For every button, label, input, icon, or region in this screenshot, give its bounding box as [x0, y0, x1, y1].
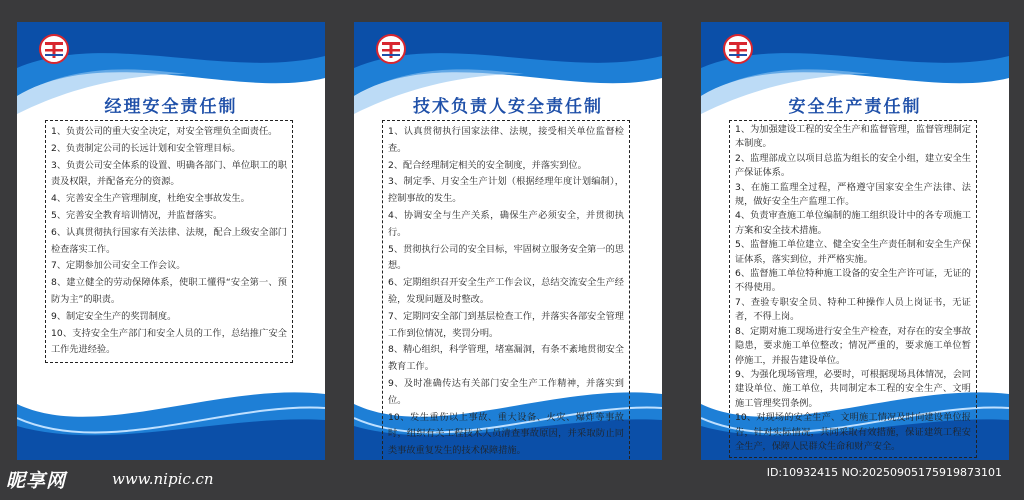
- panel-technical-lead: [354, 22, 662, 460]
- list-item: 9、及时准确传达有关部门安全生产工作精神，并落实到位。: [388, 377, 624, 406]
- list-item: 10、对现场的安全生产、文明施工情况及时向建设单位报告，针对实际情况，共同采取有效措施，保证建筑工程安全生产，保障人民群众生命和财产安全。: [735, 412, 971, 452]
- list-item: 1、认真贯彻执行国家法律、法规，接受相关单位监督检查。: [388, 126, 624, 154]
- duty-list: [45, 120, 293, 363]
- list-item: 1、为加强建设工程的安全生产和监督管理，监督管理制定本制度。: [735, 124, 971, 150]
- panel-title: 经理安全责任制: [104, 97, 238, 117]
- list-item: 5、完善安全教育培训情况，并监督落实。: [51, 209, 223, 221]
- duty-list: [729, 120, 977, 458]
- list-item: 3、负责公司安全体系的设置、明确各部门、单位职工的职责及权限，并配备充分的资源。: [51, 159, 287, 188]
- list-item: 7、查验专职安全员、特种工种操作人员上岗证书，无证者，不得上岗。: [735, 296, 971, 323]
- panel-manager: [17, 22, 325, 460]
- list-item: 7、定期参加公司安全工作会议。: [51, 260, 186, 272]
- watermark-url: www.nipic.cn: [112, 470, 214, 488]
- list-item: 8、精心组织，科学管理，堵塞漏洞，有条不紊地贯彻安全教育工作。: [388, 344, 624, 373]
- list-item: 8、定期对施工现场进行安全生产检查，对存在的安全事故隐患，要求施工单位整改；情况严重的，要求施工单位暂停施工，并报告建设单位。: [735, 325, 971, 366]
- panel-title: 技术负责人安全责任制: [413, 97, 603, 117]
- company-logo-icon: [376, 34, 406, 64]
- list-item: 5、监督施工单位建立、健全安全生产责任制和安全生产保证体系，落实到位，并严格实施。: [735, 239, 971, 265]
- list-item: 5、贯彻执行公司的安全目标，牢固树立服务安全第一的思想。: [388, 243, 624, 272]
- list-item: 6、认真贯彻执行国家有关法律、法规，配合上级安全部门检查落实工作。: [51, 226, 287, 255]
- list-item: 9、制定安全生产的奖罚制度。: [51, 310, 177, 322]
- panel-safety-production: [701, 22, 1009, 460]
- panel-title: 安全生产责任制: [788, 97, 922, 117]
- list-item: 2、配合经理制定相关的安全制度，并落实到位。: [388, 159, 587, 171]
- watermark-site: 昵享网: [6, 470, 67, 492]
- list-item: 3、在施工监理全过程，严格遵守国家安全生产法律、法规，做好安全生产监理工作。: [735, 181, 971, 208]
- list-item: 10、发生重伤以上事故、重大设备、火灾、爆炸等事故时，组织有关工程技术人员清查事故原因，并采取防止同类事故重复发生的技术保障措施。: [388, 411, 624, 457]
- list-item: 1、负责公司的重大安全决定，对安全管理负全面责任。: [51, 126, 278, 137]
- list-item: 6、定期组织召开安全生产工作会议，总结交流安全生产经验，发现问题及时整改。: [388, 277, 624, 305]
- company-logo-icon: [723, 34, 753, 64]
- company-logo-icon: [39, 34, 69, 64]
- list-item: 2、负责制定公司的长远计划和安全管理目标。: [51, 142, 241, 154]
- list-item: 7、定期同安全部门到基层检查工作，并落实各部安全管理工作到位情况，奖罚分明。: [388, 310, 624, 339]
- list-item: 2、监理部成立以项目总监为组长的安全小组，建立安全生产保证体系。: [735, 152, 971, 179]
- list-item: 10、支持安全生产部门和安全人员的工作，总结推广安全工作先进经验。: [51, 327, 287, 356]
- duty-list: [382, 120, 630, 460]
- list-item: 4、负责审查施工单位编制的施工组织设计中的各专项施工方案和安全技术措施。: [735, 210, 971, 236]
- list-item: 8、建立健全的劳动保障体系，使职工懂得“安全第一、预防为主”的职责。: [51, 277, 287, 305]
- image-id-label: ID:10932415 NO:20250905175919873101: [766, 466, 1002, 479]
- list-item: 6、监督施工单位特种施工设备的安全生产许可证，无证的不得使用。: [735, 268, 971, 294]
- list-item: 3、制定季、月安全生产计划（根据经理年度计划编制），控制事故的发生。: [388, 176, 624, 205]
- list-item: 4、协调安全与生产关系，确保生产必须安全，并贯彻执行。: [388, 209, 624, 238]
- list-item: 4、完善安全生产管理制度，杜绝安全事故发生。: [51, 193, 250, 205]
- list-item: 9、为强化现场管理，必要时，可根据现场具体情况，会同建设单位、施工单位，共同制定本工程的安全生产、文明施工管理奖罚条例。: [735, 368, 971, 409]
